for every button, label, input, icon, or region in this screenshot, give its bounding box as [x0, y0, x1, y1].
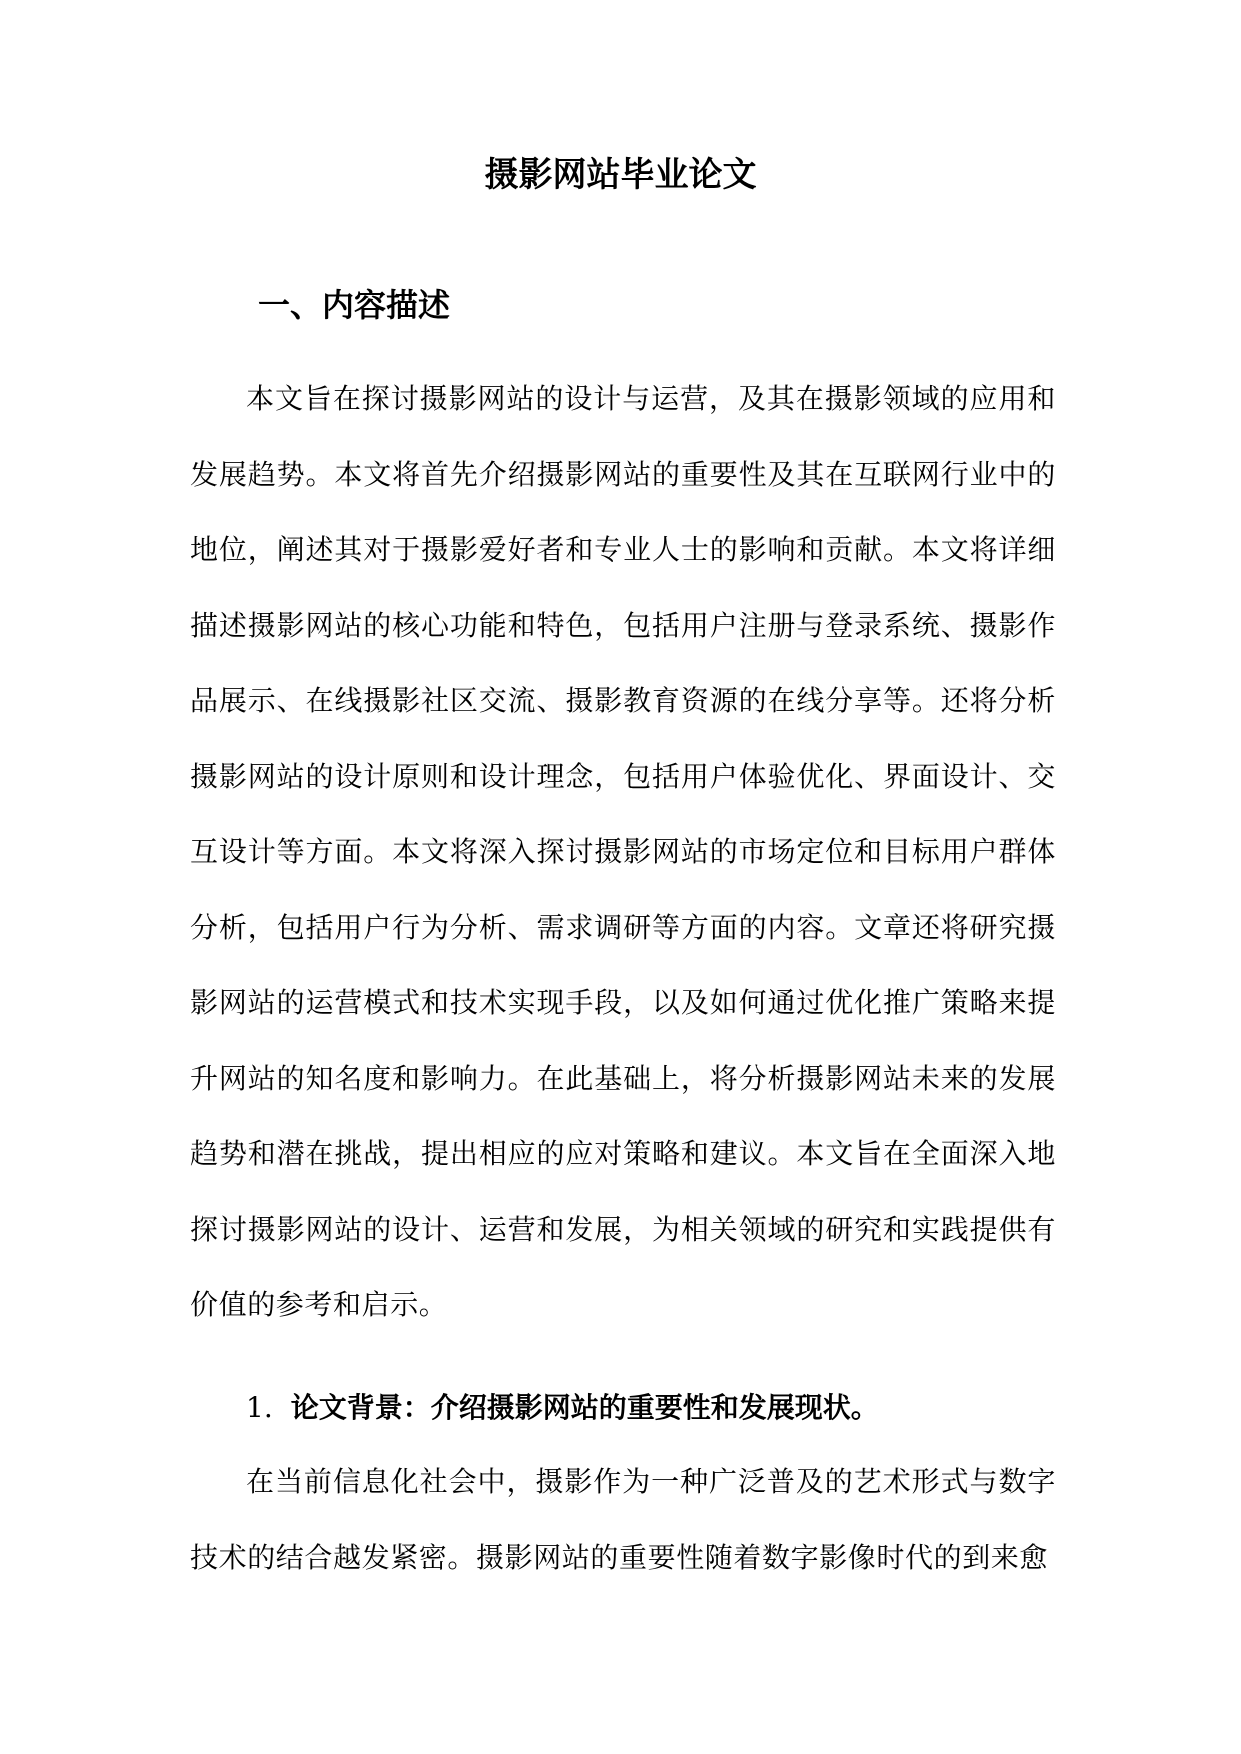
- subsection-heading-text: 论文背景：介绍摄影网站的重要性和发展现状。: [290, 1391, 879, 1424]
- document-title: 摄影网站毕业论文: [484, 155, 757, 195]
- subsection-1-paragraph: 在当前信息化社会中，摄影作为一种广泛普及的艺术形式与数字技术的结合越发紧密。摄影网站的重要性随着数字影像时代的到来愈: [190, 1465, 1056, 1574]
- section-heading-content-description: 一、内容描述: [258, 286, 451, 324]
- section-1-paragraph: 本文旨在探讨摄影网站的设计与运营，及其在摄影领域的应用和发展趋势。本文将首先介绍摄影网站的重要性及其在互联网行业中的地位，阐述其对于摄影爱好者和专业人士的影响和贡献。本文将详细描述摄影网站的核心功能和特色，包括用户注册与登录系统、摄影作品展示、在线摄影社区交流、摄影教育资源的在线分享等。还将分析摄影网站的设计原则和设计理念，包括用户体验优化、界面设计、交互设计等方面。本文将深入探讨摄影网站的市场定位和目标用户群体分析，包括用户行为分析、需求调研等方面的内容。文章还将研究摄影网站的运营模式和技术实现手段，以及如何通过优化推广策略来提升网站的知名度和影响力。在此基础上，将分析摄影网站未来的发展趋势和潜在挑战，提出相应的应对策略和建议。本文旨在全面深入地探讨摄影网站的设计、运营和发展，为相关领域的研究和实践提供有价值的参考和启示。: [190, 382, 1056, 1321]
- subsection-number: 1.: [246, 1391, 273, 1424]
- subsection-heading-background: [246, 1383, 879, 1433]
